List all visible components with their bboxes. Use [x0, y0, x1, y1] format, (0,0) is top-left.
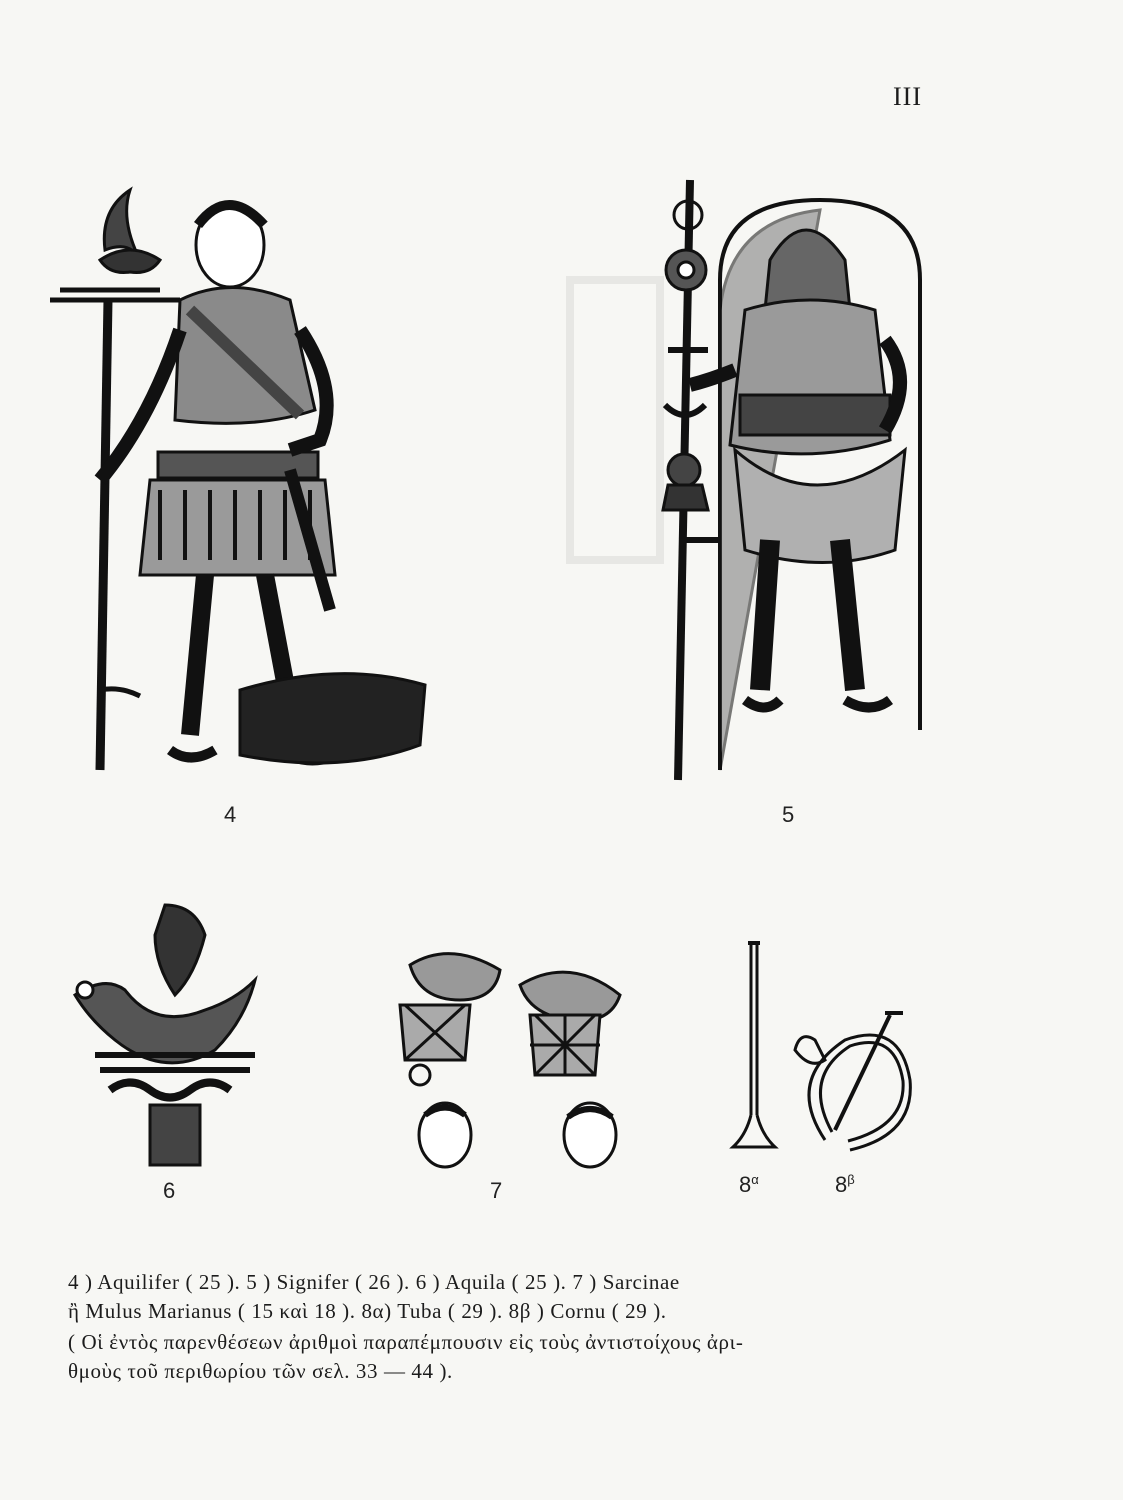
- figure-label-8b: [835, 1172, 855, 1198]
- caption-note-line-2: θμοὺς τοῦ περιθωρίου τῶν σελ. 33 — 44 ).: [68, 1359, 453, 1383]
- cornu-illustration: [790, 1010, 920, 1160]
- figure-tuba: [725, 935, 785, 1197]
- figure-label-8b-number: 8: [835, 1172, 848, 1197]
- figure-label-8b-suffix: β: [847, 1172, 855, 1187]
- figure-label-8a-suffix: α: [751, 1172, 759, 1187]
- figure-cornu: [790, 1010, 920, 1197]
- figure-label-7: 7: [490, 1178, 503, 1203]
- page-number: III: [893, 82, 922, 111]
- caption-line-1: 4 ) Aquilifer ( 25 ). 5 ) Signifer ( 26 ). 6 ) Aquila ( 25 ). 7 ) Sarcinae: [68, 1270, 680, 1294]
- figure-signifer: [640, 170, 940, 827]
- aquila-illustration: [55, 895, 295, 1175]
- figure-label-6: 6: [163, 1178, 176, 1203]
- figure-label-8a: [739, 1172, 759, 1198]
- figure-label-4: 4: [224, 802, 237, 827]
- tuba-illustration: [725, 935, 785, 1165]
- plate-caption: [68, 1268, 938, 1386]
- aquilifer-illustration: [40, 170, 440, 790]
- figure-sarcinae: [380, 945, 640, 1203]
- caption-line-2: ἢ Mulus Marianus ( 15 καὶ 18 ). 8α) Tuba ( 29 ). 8β ) Cornu ( 29 ).: [68, 1299, 667, 1323]
- signifer-illustration: [640, 170, 940, 790]
- figure-aquila: [55, 895, 295, 1203]
- sarcinae-illustration: [380, 945, 640, 1175]
- figure-aquilifer: [40, 170, 440, 827]
- figure-label-8a-number: 8: [739, 1172, 752, 1197]
- caption-note-line-1: ( Οἱ ἐντὸς παρενθέσεων ἀριθμοὶ παραπέμπουσιν εἰς τοὺς ἀντιστοίχους ἀρι-: [68, 1330, 744, 1354]
- figure-label-5: 5: [782, 802, 795, 827]
